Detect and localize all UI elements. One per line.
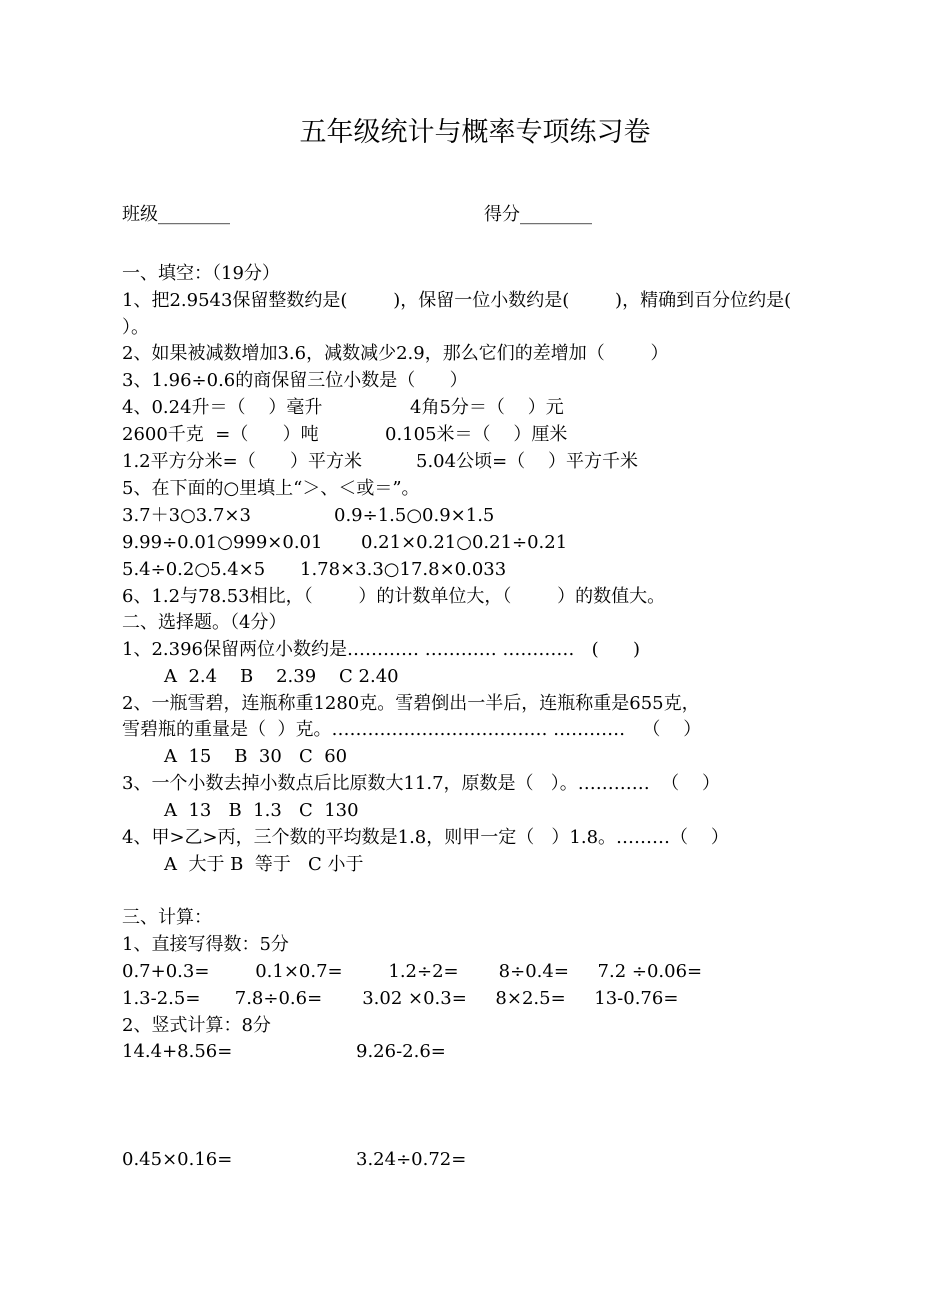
question-1-3: 3、1.96÷0.6的商保留三位小数是（ ） [122, 370, 468, 391]
calc-part-1: 1、直接写得数：5分 [122, 934, 289, 955]
compare-1b: 0.9÷1.5○0.9×1.5 [334, 505, 495, 526]
vertical-calc-3: 0.45×0.16= [122, 1149, 233, 1170]
calc-row-2: 1.3-2.5= 7.8÷0.6= 3.02 ×0.3= 8×2.5= 13-0.76= [122, 988, 679, 1009]
options-2-4: A 大于 B 等于 C 小于 [164, 854, 364, 875]
options-2-2: A 15 B 30 C 60 [164, 746, 348, 767]
compare-3b: 1.78×3.3○17.8×0.033 [300, 559, 507, 580]
calc-part-2: 2、竖式计算：8分 [122, 1015, 271, 1036]
vertical-calc-2: 9.26-2.6= [356, 1041, 446, 1062]
question-2-2-cont: 雪碧瓶的重量是（ ）克。……………………………… ………… （ ） [122, 719, 702, 740]
compare-2a: 9.99÷0.01○999×0.01 [122, 532, 323, 553]
question-1-6: 6、1.2与78.53相比，（ ）的计数单位大，（ ）的数值大。 [122, 586, 666, 607]
question-1-4d: 0.105米＝（ ）厘米 [385, 424, 568, 445]
question-1-1: 1、把2.9543保留整数约是( )，保留一位小数约是( )，精确到百分位约是( [122, 290, 792, 311]
question-2-2: 2、一瓶雪碧，连瓶称重1280克。雪碧倒出一半后，连瓶称重是655克， [122, 693, 700, 714]
question-1-1-cont: ）。 [122, 317, 149, 338]
compare-1a: 3.7＋3○3.7×3 [122, 505, 251, 526]
score-field: 得分________ [484, 204, 592, 225]
question-1-4f: 5.04公顷=（ ）平方千米 [416, 451, 639, 472]
vertical-calc-4: 3.24÷0.72= [356, 1149, 467, 1170]
question-1-4c: 2600千克 =（ ）吨 [122, 424, 319, 445]
page-title: 五年级统计与概率专项练习卷 [299, 117, 651, 148]
question-1-2: 2、如果被减数增加3.6，减数减少2.9，那么它们的差增加（ ） [122, 343, 669, 364]
question-1-4b: 4角5分＝（ ）元 [410, 397, 564, 418]
class-field: 班级________ [122, 204, 230, 225]
question-2-1: 1、2.396保留两位小数约是………… ………… ………… ( ) [122, 639, 640, 660]
question-2-3: 3、一个小数去掉小数点后比原数大11.7，原数是（ ）。………… （ ） [122, 773, 721, 794]
question-1-5: 5、在下面的○里填上“＞、＜或＝”。 [122, 478, 420, 499]
section1-heading: 一、填空：（19分） [122, 263, 280, 284]
question-1-4a: 4、0.24升＝（ ）毫升 [122, 397, 323, 418]
options-2-3: A 13 B 1.3 C 130 [164, 800, 359, 821]
compare-2b: 0.21×0.21○0.21÷0.21 [361, 532, 568, 553]
section3-heading: 三、计算： [122, 907, 212, 928]
calc-row-1: 0.7+0.3= 0.1×0.7= 1.2÷2= 8÷0.4= 7.2 ÷0.06= [122, 961, 703, 982]
vertical-calc-1: 14.4+8.56= [122, 1041, 233, 1062]
section2-heading: 二、选择题。（4分） [122, 612, 287, 633]
question-1-4e: 1.2平方分米=（ ）平方米 [122, 451, 363, 472]
question-2-4: 4、甲>乙>丙，三个数的平均数是1.8，则甲一定（ ）1.8。………（ ） [122, 827, 729, 848]
compare-3a: 5.4÷0.2○5.4×5 [122, 559, 266, 580]
options-2-1: A 2.4 B 2.39 C 2.40 [164, 666, 399, 687]
